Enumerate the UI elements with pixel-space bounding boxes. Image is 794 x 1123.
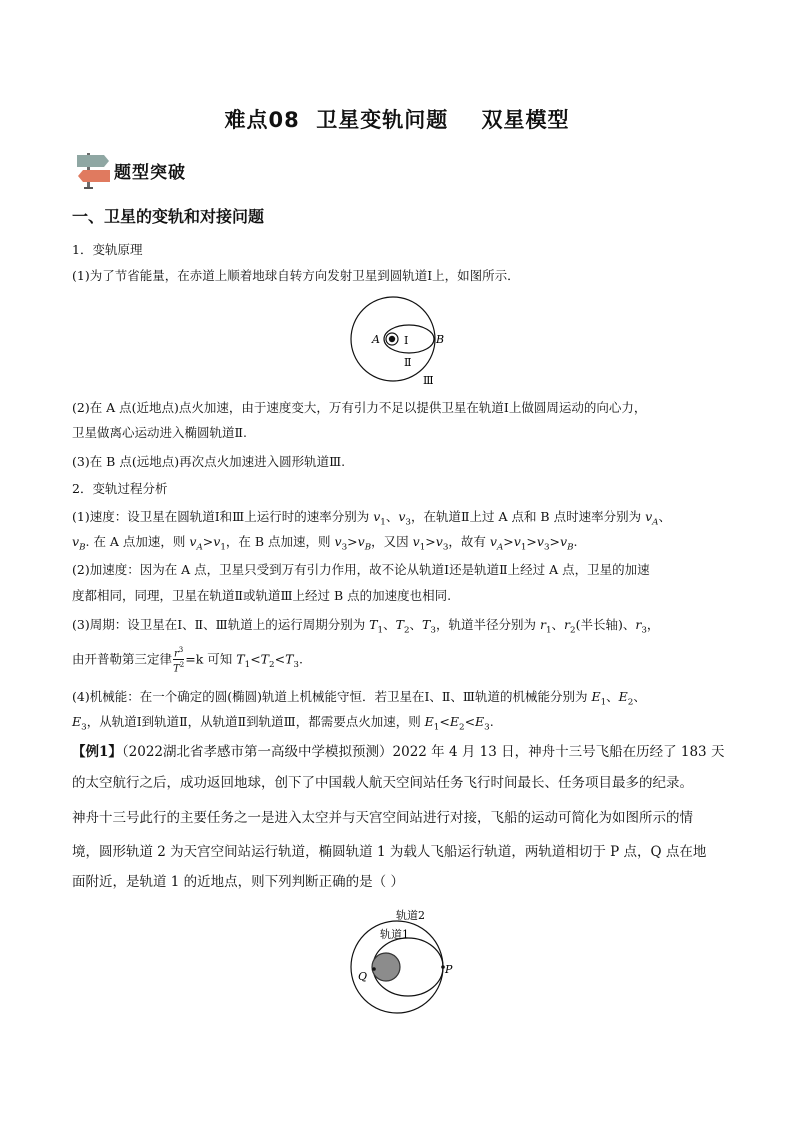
label-b: B bbox=[436, 333, 445, 346]
example-line-5: 面附近，是轨道 1 的近地点，则下列判断正确的是（ ） bbox=[72, 874, 404, 890]
subheading-principle: 1．变轨原理 bbox=[72, 242, 143, 257]
orbit-figure-1 bbox=[340, 296, 450, 388]
label-a: A bbox=[372, 333, 380, 346]
label-orbit-1: Ⅰ bbox=[404, 334, 409, 347]
orbit-figure-2 bbox=[340, 902, 460, 1024]
example-line-1: 【例1】（2022湖北省孝感市第一高级中学模拟预测）2022 年 4 月 13 日，神舟十三号飞船在历经了 183 天 bbox=[72, 744, 725, 760]
signpost-icon bbox=[74, 150, 114, 190]
paragraph-speed-2: $v_B$. 在 A 点加速，则 $v_A>v_1$，在 B 点加速，则 $v_3>v_B$，又因 $v_1>v_3$，故有 $v_A>v_1>v_3>v_B$. bbox=[72, 534, 578, 553]
banner-label: 题型突破 bbox=[114, 163, 186, 183]
label-orbit-1-fig2: 轨道1 bbox=[380, 928, 409, 941]
paragraph-period-2: 由开普勒第三定律 $\frac{r^3}{T^2}$ =k 可知 $T_1<T_2<T_3$. bbox=[72, 646, 303, 675]
paragraph-acceleration-1: (2)加速度：因为在 A 点，卫星只受到万有引力作用，故不论从轨道Ⅰ还是轨道Ⅱ上经过 A 点，卫星的加速 bbox=[72, 562, 650, 577]
paragraph-a-accel-2: 卫星做离心运动进入椭圆轨道Ⅱ. bbox=[72, 425, 247, 440]
paragraph-a-accel-1: (2)在 A 点(近地点)点火加速，由于速度变大，万有引力不足以提供卫星在轨道Ⅰ上做圆周运动的向心力， bbox=[72, 400, 647, 415]
label-p: P bbox=[445, 963, 453, 976]
example-line-2: 的太空航行之后，成功返回地球，创下了中国载人航天空间站任务飞行时间最长、任务项目最多的纪录。 bbox=[72, 775, 693, 791]
example-label: 【例1】 bbox=[72, 744, 122, 760]
label-orbit-3: Ⅲ bbox=[423, 374, 434, 387]
paragraph-acceleration-2: 度都相同，同理，卫星在轨道Ⅱ或轨道Ⅲ上经过 B 点的加速度也相同. bbox=[72, 588, 452, 603]
section-heading: 一、卫星的变轨和对接问题 bbox=[72, 207, 265, 226]
kepler-fraction: $\frac{r^3}{T^2}$ bbox=[173, 646, 185, 675]
paragraph-period-1: (3)周期：设卫星在Ⅰ、Ⅱ、Ⅲ轨道上的运行周期分别为 $T_1$、$T_2$、$T_3$，轨道半径分别为 $r_1$、$r_2$(半长轴)、$r_3$， bbox=[72, 617, 660, 636]
example-line-4: 境，圆形轨道 2 为天宫空间站运行轨道，椭圆轨道 1 为载人飞船运行轨道，两轨道相切于 P 点，Q 点在地 bbox=[72, 844, 707, 860]
paragraph-launch: (1)为了节省能量，在赤道上顺着地球自转方向发射卫星到圆轨道Ⅰ上，如图所示． bbox=[72, 268, 520, 283]
subheading-process: 2．变轨过程分析 bbox=[72, 481, 168, 496]
label-q: Q bbox=[358, 970, 368, 983]
paragraph-energy-1: (4)机械能：在一个确定的圆(椭圆)轨道上机械能守恒．若卫星在Ⅰ、Ⅱ、Ⅲ轨道的机械能分别为 $E_1$、$E_2$、 bbox=[72, 689, 646, 708]
example-line-3: 神舟十三号此行的主要任务之一是进入太空并与天宫空间站进行对接，飞船的运动可简化为如图所示的情 bbox=[72, 810, 693, 826]
label-orbit-2: Ⅱ bbox=[404, 356, 412, 369]
paragraph-b-accel: (3)在 B 点(远地点)再次点火加速进入圆形轨道Ⅲ. bbox=[72, 454, 346, 469]
paragraph-speed-1: (1)速度：设卫星在圆轨道Ⅰ和Ⅲ上运行时的速率分别为 $v_1$、$v_3$，在轨道Ⅱ上过 A 点和 B 点时速率分别为 $v_A$、 bbox=[72, 509, 671, 528]
page-title: 难点08 卫星变轨问题 双星模型 bbox=[224, 108, 570, 132]
label-orbit-2-fig2: 轨道2 bbox=[396, 909, 425, 922]
paragraph-energy-2: $E_3$，从轨道Ⅰ到轨道Ⅱ，从轨道Ⅱ到轨道Ⅲ，都需要点火加速，则 $E_1<E_2<E_3$. bbox=[72, 714, 494, 733]
